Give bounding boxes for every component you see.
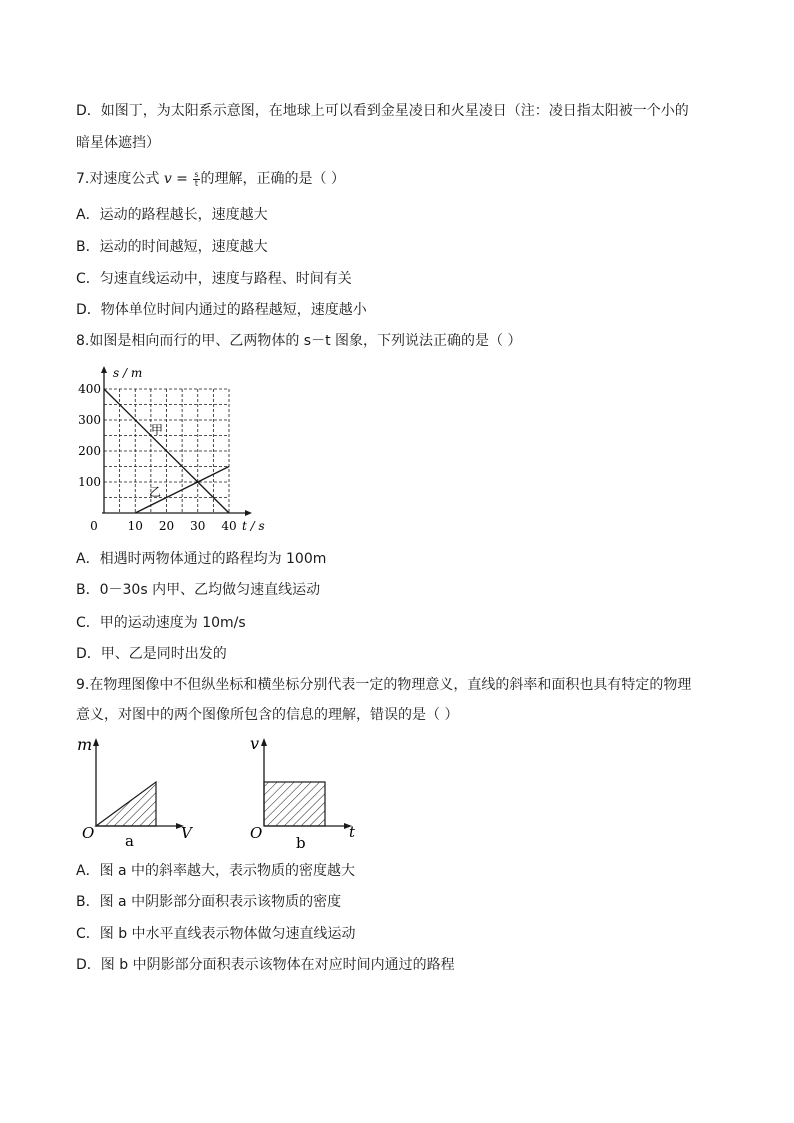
graph-a-ylabel: m — [77, 735, 93, 754]
q7-formula-v: v — [163, 171, 172, 187]
st-y-arrow — [101, 366, 107, 373]
st-series-label-yi: 乙 — [149, 485, 162, 499]
q6-option-d-line2: 暗星体遮挡） — [76, 135, 160, 151]
graph-b-origin: O — [250, 824, 263, 842]
q7-formula-denominator: t — [194, 178, 199, 188]
st-x-tick-label: 40 — [221, 519, 237, 533]
q8-option-c: C．甲的运动速度为 10m/s — [76, 615, 246, 631]
q8-option-d: D．甲、乙是同时出发的 — [76, 646, 227, 662]
q8-option-a: A．相遇时两物体通过的路程均为 100m — [76, 551, 327, 567]
q7-formula-fraction — [193, 171, 199, 188]
q9-option-c: C．图 b 中水平直线表示物体做匀速直线运动 — [76, 926, 356, 942]
graph-a-y-arrow — [93, 738, 99, 746]
q7-formula-eq: = — [171, 171, 193, 187]
q9-option-a: A．图 a 中的斜率越大，表示物质的密度越大 — [76, 863, 356, 879]
q7-stem-prefix: 7.对速度公式 — [76, 171, 164, 187]
st-x-tick-label: 10 — [127, 519, 143, 533]
q7-option-b: B．运动的时间越短，速度越大 — [76, 239, 268, 255]
st-series-label-jia: 甲 — [151, 423, 164, 437]
q8-option-b: B．0－30s 内甲、乙均做匀速直线运动 — [76, 582, 321, 598]
graph-b-y-arrow — [261, 738, 267, 746]
graph-a-origin: O — [82, 824, 95, 842]
q7-option-c: C．匀速直线运动中，速度与路程、时间有关 — [76, 271, 352, 287]
st-y-tick-label: 100 — [78, 475, 101, 489]
graph-b-shaded-area — [264, 782, 325, 826]
q9-stem-line2: 意义，对图中的两个图像所包含的信息的理解，错误的是（ ） — [76, 707, 459, 723]
st-ticks — [78, 382, 237, 533]
st-x-tick-label: 30 — [190, 519, 206, 533]
q8-stem: 8.如图是相向而行的甲、乙两物体的 s－t 图象，下列说法正确的是（ ） — [76, 333, 522, 349]
graph-a-caption: a — [125, 832, 134, 850]
st-y-tick-label: 300 — [78, 413, 101, 427]
st-ylabel: s / m — [113, 366, 143, 380]
q9-option-d: D．图 b 中阴影部分面积表示该物体在对应时间内通过的路程 — [76, 957, 455, 973]
graph-a — [74, 730, 204, 855]
q9-stem-line1: 9.在物理图像中不但纵坐标和横坐标分别代表一定的物理意义，直线的斜率和面积也具有特定的物理 — [76, 677, 692, 693]
graph-b — [244, 730, 374, 855]
st-x-arrow — [245, 510, 252, 516]
graph-b-xlabel: t — [349, 823, 356, 841]
q7-stem — [76, 169, 345, 189]
q9-option-b: B．图 a 中阴影部分面积表示该物质的密度 — [76, 894, 342, 910]
graph-b-ylabel: v — [250, 734, 260, 753]
q7-option-d: D．物体单位时间内通过的路程越短，速度越小 — [76, 302, 367, 318]
graph-a-xlabel: V — [181, 824, 192, 842]
st-xlabel: t / s — [242, 519, 265, 533]
st-x-tick-label: 20 — [158, 519, 175, 533]
st-y-tick-label: 400 — [78, 382, 101, 396]
graph-a-shaded-area — [96, 782, 156, 826]
st-x-tick-label: 0 — [90, 519, 98, 533]
st-graph — [74, 362, 274, 540]
q7-option-a: A．运动的路程越长，速度越大 — [76, 207, 268, 223]
q7-formula-numerator: s — [194, 169, 199, 179]
graph-b-caption: b — [296, 834, 306, 852]
q6-option-d-line1: D．如图丁，为太阳系示意图，在地球上可以看到金星凌日和火星凌日（注：凌日指太阳被一个小的 — [76, 103, 689, 119]
st-y-tick-label: 200 — [78, 444, 101, 458]
q7-stem-suffix: 的理解，正确的是（ ） — [200, 171, 345, 187]
